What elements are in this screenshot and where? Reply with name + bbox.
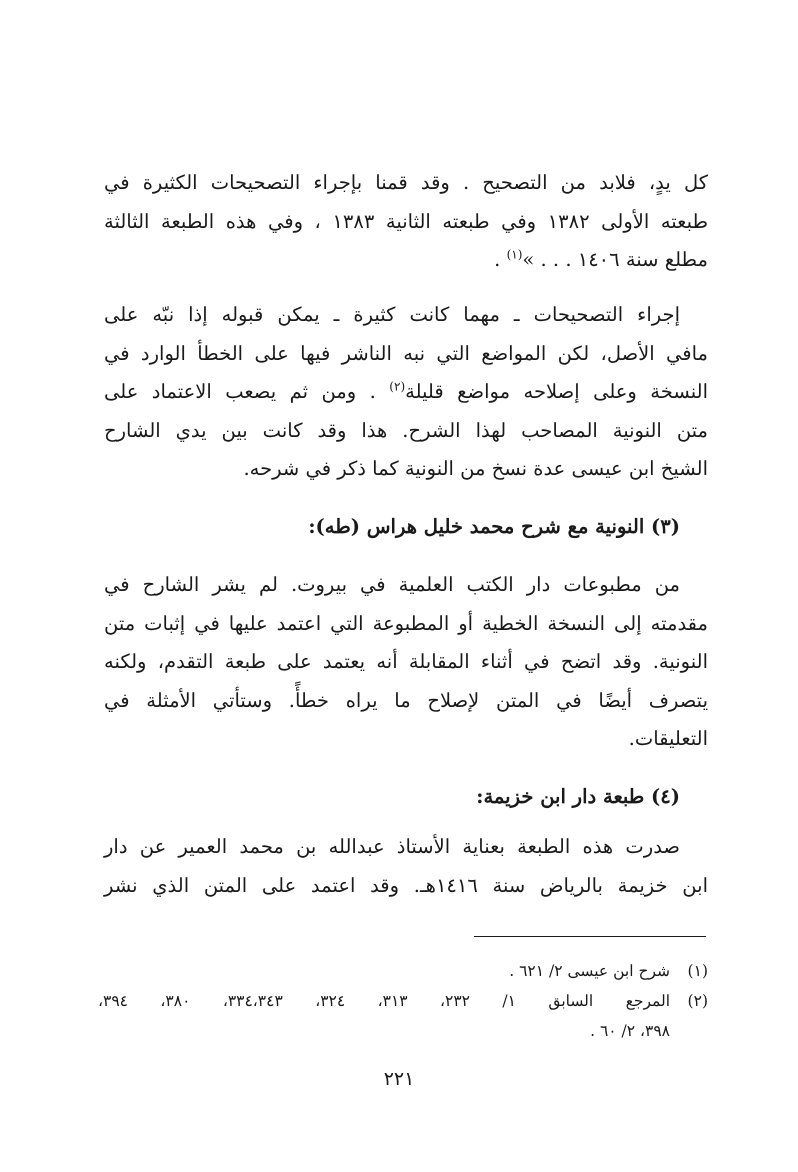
footnote-1 [98,956,708,986]
text-line: طبعته الأولى ١٣٨٢ وفي طبعته الثانية ١٣٨٣ ، وفي هذه الطبعة الثالثة [104,209,708,233]
footnotes [98,956,708,1046]
text-segment: . [494,248,507,271]
text-line: ابن خزيمة بالرياض سنة ١٤١٦هـ. وقد اعتمد على المتن الذي نشر [104,873,708,897]
paragraph-ibn-khuzaymah-edition [104,828,708,905]
footnote-separator [474,936,706,937]
text-line: متن النونية المصاحب لهذا الشرح. هذا وقد كانت بين يدي الشارح [104,418,708,442]
footnote-ref-2[interactable]: (٢) [389,379,406,394]
footnote-line: ٣٩٨، ٢/ ٦٠ . [590,1022,670,1040]
text-line: مافي الأصل، لكن المواضع التي نبه الناشر فيها على الخطأ الوارد في [104,341,708,365]
section-heading-3: (٣) النونية مع شرح محمد خليل هراس (طه): [308,515,680,538]
page-number: ٢٢١ [383,1068,415,1090]
text-line: النونية. وقد اتضح في أثناء المقابلة أنه يعتمد على طبعة التقدم، ولكنه [104,650,708,673]
text-line: إجراء التصحيحات ـ مهما كانت كثيرة ـ يمكن قبوله إذا نبّه على [104,303,680,326]
paragraph-quote-end [104,164,708,280]
text-line: من مطبوعات دار الكتب العلمية في بيروت. لم يشر الشارح في [104,573,680,596]
paragraph-harras-edition [104,566,708,759]
text-line: الشيخ ابن عيسى عدة نسخ من النونية كما ذكر في شرحه. [243,457,708,480]
footnote-line: المرجع السابق ١/ ٢٣٢، ٣١٣، ٣٢٤، ٣٣٤،٣٤٣، ٣٨٠، ٣٩٤، [98,992,670,1010]
paragraph-corrections [104,296,708,489]
text-line: صدرت هذه الطبعة بعناية الأستاذ عبدالله بن محمد العمير عن دار [104,835,680,858]
text-line: يتصرف أيضًا في المتن لإصلاح ما يراه خطأً. وستأتي الأمثلة في [104,688,708,712]
footnote-number: (٢) [687,992,708,1010]
text-line [104,373,708,412]
text-line: كل يدٍ، فلابد من التصحيح . وقد قمنا بإجراء التصحيحات الكثيرة في [104,171,708,194]
text-segment: . ومن ثم يصعب الاعتماد على [104,380,390,403]
footnote-text [98,986,670,1046]
section-heading-4: (٤) طبعة دار ابن خزيمة: [476,785,680,808]
text-segment: النسخة وعلى إصلاحه مواضع قليلة [405,380,708,403]
text-line [104,241,708,280]
footnote-ref-1[interactable]: (١) [506,247,523,262]
footnote-number: (١) [687,962,708,980]
text-segment: مطلع سنة ١٤٠٦ . . . » [522,248,708,271]
footnote-2 [98,986,708,1046]
text-line: التعليقات. [628,727,708,750]
footnote-text: شرح ابن عيسى ٢/ ٦٢١ . [509,962,670,980]
text-line: مقدمته إلى النسخة الخطية أو المطبوعة التي اعتمد عليها في إثبات متن [104,611,708,635]
